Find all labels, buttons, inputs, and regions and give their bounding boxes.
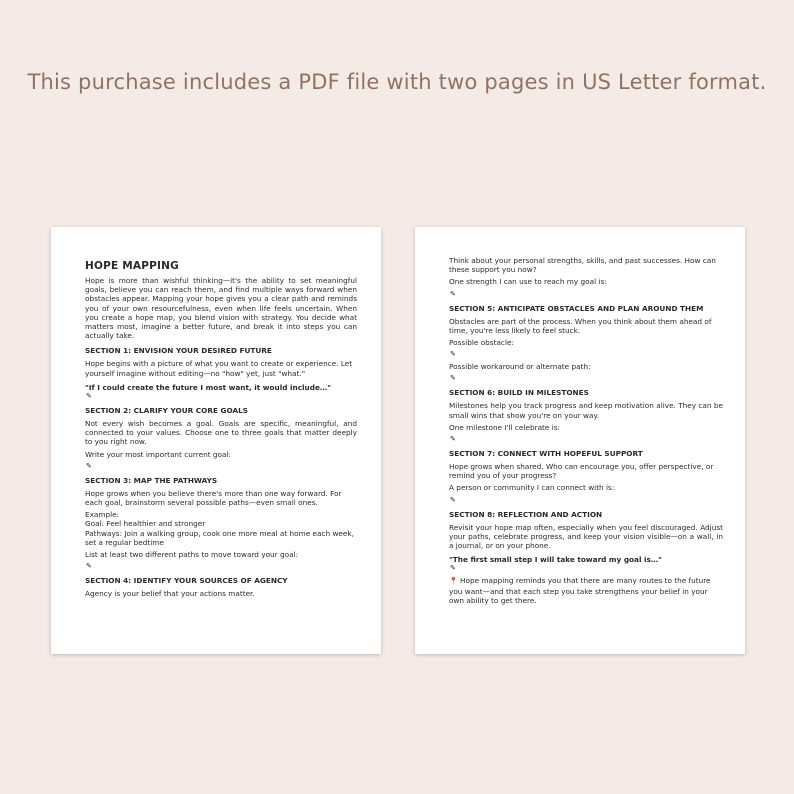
section-5-body: Obstacles are part of the process. When you think about them ahead of time, you're less likely to feel stuck. xyxy=(449,316,712,335)
intro-paragraph: Hope is more than wishful thinking—it's the ability to set meaningful goals, believe you can reach them, and find multiple ways forward when obstacles appear. Mapping your hope gives you a clear path and reminds you of your own resourcefulness, even when life feels uncertain. When you create a hope map, you blend vision with strategy. You decide what matters most, imagine a better future, and break it into steps you can actually take. xyxy=(85,276,357,341)
pencil-icon: ✎ xyxy=(450,289,456,298)
pencil-icon: ✎ xyxy=(86,461,92,470)
pencil-icon: ✎ xyxy=(450,435,456,444)
section-5-heading: SECTION 5: ANTICIPATE OBSTACLES AND PLAN AROUND THEM xyxy=(449,303,704,313)
pencil-icon: ✎ xyxy=(86,562,92,571)
section-6-body: Milestones help you track progress and keep motivation alive. They can be small wins that show you're on your way. xyxy=(449,401,723,420)
section-8-body: Revisit your hope map often, especially when you feel discouraged. Adjust your paths, celebrate progress, and keep your vision visible—on a wall, in a journal, or on your phone. xyxy=(449,522,723,551)
section-3-body: Hope grows when you believe there's more than one way forward. For each goal, brainstorm several possible paths—even small ones. xyxy=(85,488,342,508)
closing-text: Hope mapping reminds you that there are many routes to the future you want—and that each step you take strengthens your belief in your own ability to get there. xyxy=(449,576,711,605)
section-4-continued: Think about your personal strengths, skills, and past successes. How can these support you now? xyxy=(449,256,716,275)
pencil-icon: ✎ xyxy=(450,374,456,383)
purchase-info-banner: This purchase includes a PDF file with two pages in US Letter format. xyxy=(27,70,767,94)
section-3-heading: SECTION 3: MAP THE PATHWAYS xyxy=(85,475,218,485)
section-4-body: Agency is your belief that your actions matter. xyxy=(85,589,255,599)
section-7-prompt: A person or community I can connect with is: xyxy=(449,483,615,493)
section-2-heading: SECTION 2: CLARIFY YOUR CORE GOALS xyxy=(85,406,249,416)
section-3-example-paths: Pathways: Join a walking group, cook one more meal at home each week, set a regular bedtime xyxy=(85,528,354,547)
section-1-quote: "If I could create the future I most want, it would include…" xyxy=(85,382,332,392)
pdf-page-2 xyxy=(415,227,745,654)
section-5-prompt-workaround: Possible workaround or alternate path: xyxy=(449,362,591,372)
section-3-example-goal: Goal: Feel healthier and stronger xyxy=(85,519,206,529)
section-8-quote: "The first small step I will take toward my goal is…" xyxy=(449,555,662,565)
pencil-icon: ✎ xyxy=(450,495,456,504)
section-2-body: Not every wish becomes a goal. Goals are specific, meaningful, and connected to your values. Choose one to three goals that matter deeply to you right now. xyxy=(85,419,357,447)
document-title: HOPE MAPPING xyxy=(85,260,179,272)
pdf-page-1 xyxy=(51,227,381,654)
section-3-example-label: Example: xyxy=(85,510,120,520)
pencil-icon: ✎ xyxy=(450,564,456,573)
closing-paragraph xyxy=(449,576,723,605)
section-6-prompt: One milestone I'll celebrate is: xyxy=(449,422,560,432)
section-6-heading: SECTION 6: BUILD IN MILESTONES xyxy=(449,388,589,398)
section-3-prompt: List at least two different paths to move toward your goal: xyxy=(85,550,299,560)
pencil-icon: ✎ xyxy=(86,392,92,401)
section-7-heading: SECTION 7: CONNECT WITH HOPEFUL SUPPORT xyxy=(449,449,643,459)
section-4-heading: SECTION 4: IDENTIFY YOUR SOURCES OF AGENCY xyxy=(85,576,288,586)
pencil-icon: ✎ xyxy=(450,350,456,359)
section-1-body: Hope begins with a picture of what you want to create or experience. Let yourself imagine without editing—no "how" yet, just "what." xyxy=(85,359,353,378)
section-2-prompt: Write your most important current goal: xyxy=(85,449,231,459)
section-5-prompt-obstacle: Possible obstacle: xyxy=(449,338,514,348)
section-1-heading: SECTION 1: ENVISION YOUR DESIRED FUTURE xyxy=(85,346,272,356)
section-8-heading: SECTION 8: REFLECTION AND ACTION xyxy=(449,509,603,519)
section-7-body: Hope grows when shared. Who can encourage you, offer perspective, or remind you of your progress? xyxy=(449,462,714,481)
pin-icon: 📍 xyxy=(449,577,458,586)
section-4-prompt: One strength I can use to reach my goal is: xyxy=(449,277,607,287)
